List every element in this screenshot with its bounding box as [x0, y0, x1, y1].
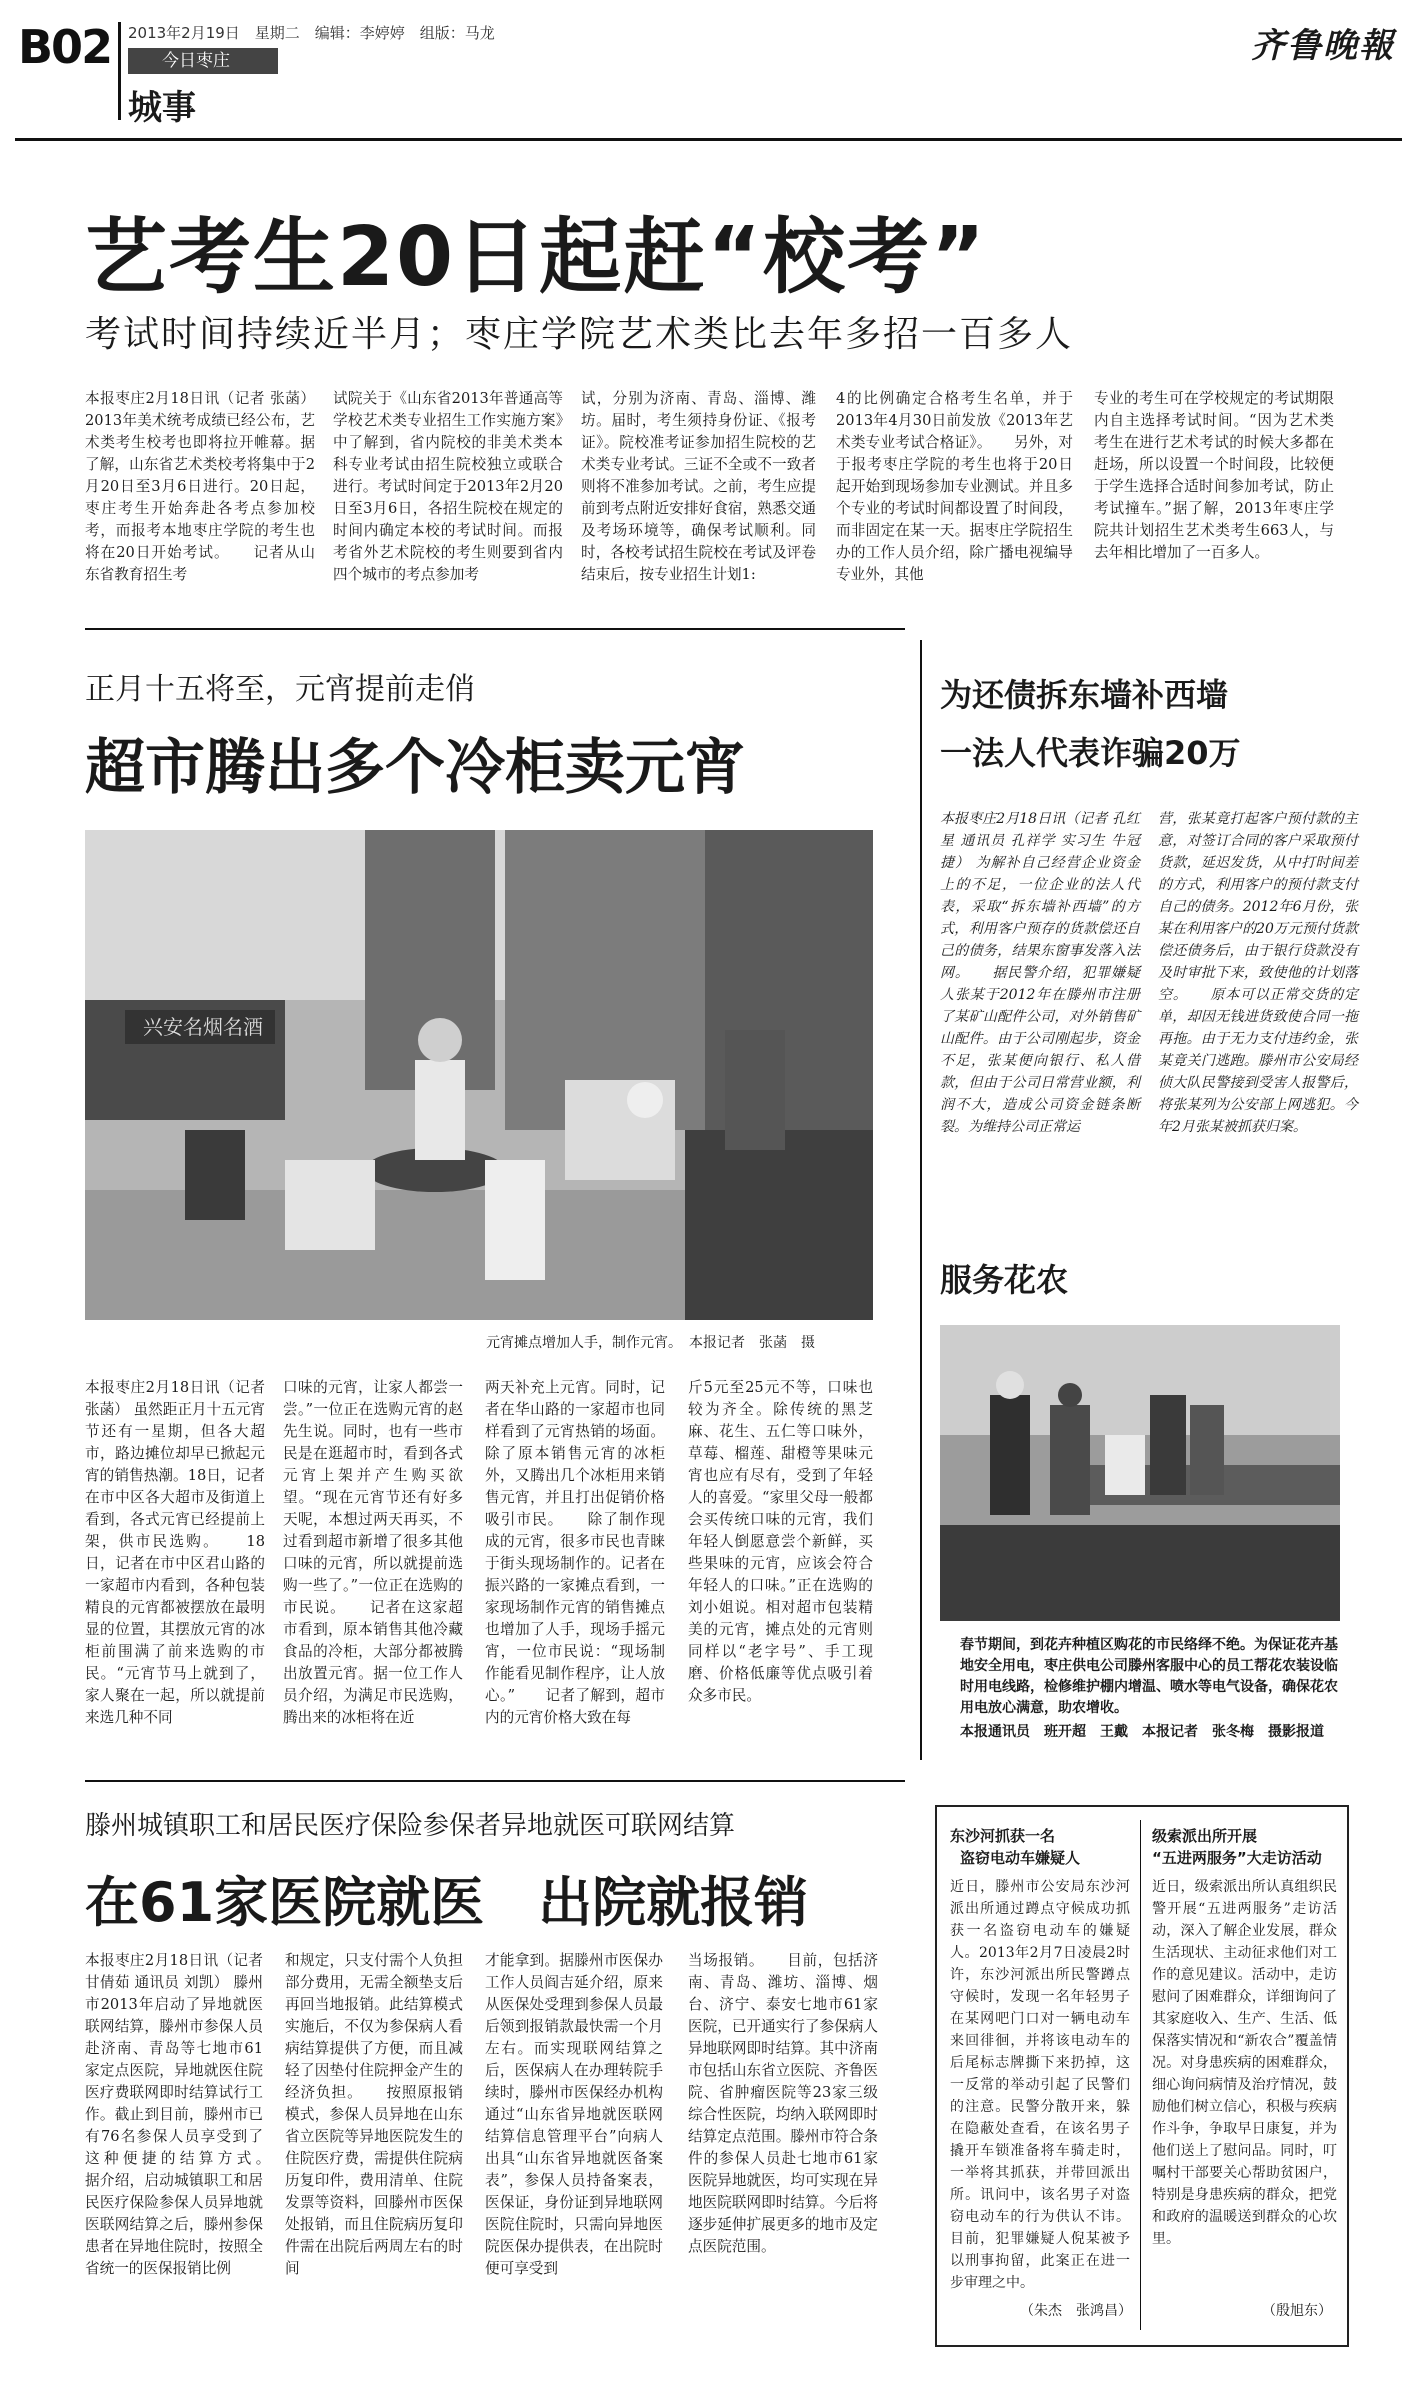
lead-column: 4的比例确定合格考生名单，并于2013年4月30日前发放《2013年艺术类专业考试合格证》。 另外，对于报考枣庄学院的考生也将于20日起开始到现场参加专业测试。并且多个专业的考试时间都设置了时间段，而非固定在某一天。据枣庄学院招生办的工作人员介绍，除广播电视编导专业外，其他 [836, 390, 1073, 583]
flower-photo-image [940, 1325, 1340, 1621]
column-divider [920, 640, 922, 1760]
brief1-credit: （朱杰 张鸿昌） [1020, 2303, 1132, 2319]
lead-headline: 艺考生20日起赶“校考” [85, 210, 987, 305]
lead-column: 专业的考生可在学校规定的考试期限内自主选择考试时间。“因为艺术类考生在进行艺术考试的时候大多都在赶场，所以设置一个时间段，比较便于学生选择合适时间参加考试，防止考试撞车。”据了解，2013年枣庄学院共计划招生艺术类考生663人，与去年相比增加了一百多人。 [1094, 390, 1334, 561]
section-tag: 今日枣庄 [128, 48, 278, 74]
header-divider [118, 22, 121, 120]
yuanxiao-kicker: 正月十五将至，元宵提前走俏 [85, 672, 475, 707]
yuanxiao-headline: 超市腾出多个冷柜卖元宵 [85, 733, 745, 803]
brief2-body: 近日，级索派出所认真组织民警开展“五进两服务”走访活动，深入了解企业发展，群众生活现状、主动征求他们对工作的意见建议。活动中，走访慰问了困难群众，详细询问了其家庭收入、生产、生活、低保落实情况和“新农合”覆盖情况。对身患疾病的困难群众，细心询问病情及治疗情况，鼓励他们树立信心，积极与疾病作斗争，争取早日康复，并为他们送上了慰问品。同时，叮嘱村干部要关心帮助贫困户，特别是身患疾病的群众，把党和政府的温暖送到群众的心坎里。 [1152, 1879, 1337, 2247]
brief1-title-line1: 东沙河抓获一名 [950, 1827, 1056, 1845]
lead-column: 试，分别为济南、青岛、淄博、潍坊。届时，考生须持身份证、《报考证》。院校准考证参加招生院校的艺术类专业考试。三证不全或不一致者则将不准参加考试。之前，考生应提前到考点附近安排好食宿，熟悉交通及考场环境等，确保考试顺利。同时，各校考试招生院校在考试及评卷结束后，按专业招生计划1: [581, 390, 816, 583]
lead-subhead: 考试时间持续近半月；枣庄学院艺术类比去年多招一百多人 [85, 314, 1074, 355]
date-line: 2013年2月19日 星期二 编辑：李婷婷 组版：马龙 [128, 24, 495, 42]
fraud-headline-line1: 为还债拆东墙补西墙 [940, 676, 1229, 714]
yuanxiao-photo-image [85, 830, 873, 1320]
brief2-title-line1: 级索派出所开展 [1152, 1827, 1258, 1845]
medical-headline: 在61家医院就医 出院就报销 [85, 1871, 809, 1934]
masthead-logo: 齐鲁晚報 [1251, 26, 1395, 66]
page-number: B02 [18, 20, 112, 74]
section-name: 城事 [128, 88, 196, 128]
yuanxiao-column: 两天补充上元宵。同时，记者在华山路的一家超市也同样看到了元宵热销的场面。除了原本销售元宵的冰柜外，又腾出几个冰柜用来销售元宵，并且打出促销价格吸引市民。 除了制作现成的元宵，很多市民也青睐于街头现场制作的。记者在振兴路的一家摊点看到，一家现场制作元宵的销售摊点也增加了人手，现场手摇元宵，一位市民说：“现场制作能看见制作程序，让人放心。” 记者了解到，超市内的元宵价格大致在每 [485, 1379, 665, 1726]
brief1-title-line2: 盗窃电动车嫌疑人 [960, 1849, 1081, 1867]
header-rule [15, 138, 1402, 141]
section-rule [85, 628, 905, 630]
shop-sign: 兴安名烟名酒 [143, 1015, 263, 1039]
medical-column: 当场报销。 目前，包括济南、青岛、潍坊、淄博、烟台、济宁、泰安七地市61家医院，已开通实行了参保病人异地联网即时结算。其中济南市包括山东省立医院、齐鲁医院、省肿瘤医院等23家三级综合性医院，均纳入联网即时结算定点范围。滕州市符合条件的参保人员赴七地市61家医院异地就医，均可实现在异地医院联网即时结算。今后将逐步延伸扩展更多的地市及定点医院范围。 [688, 1952, 878, 2255]
medical-column: 和规定，只支付需个人负担部分费用，无需全额垫支后再回当地报销。此结算模式实施后，不仅为参保病人看病结算提供了方便，而且减轻了因垫付住院押金产生的经济负担。 按照原报销模式，参保人员异地在山东省立医院等异地医院发生的住院医疗费，需提供住院病历复印件，费用清单、住院发票等资料，回滕州市医保处报销，而且住院病历复印件需在出院后两周左右的时间 [285, 1952, 463, 2277]
flower-caption: 春节期间，到花卉种植区购花的市民络绎不绝。为保证花卉基地安全用电，枣庄供电公司滕州客服中心的员工帮花农装设临时用电线路，检修维护棚内增温、喷水等电气设备，确保花农用电放心满意，助农增收。 [960, 1637, 1338, 1716]
yuanxiao-column: 斤5元至25元不等，口味也较为齐全。除传统的黑芝麻、花生、五仁等口味外，草莓、榴莲、甜橙等果味元宵也应有尽有，受到了年轻人的喜爱。“家里父母一般都会买传统口味的元宵，我们年轻人倒愿意尝个新鲜，买些果味的元宵，应该会符合年轻人的口味。”正在选购的刘小姐说。相对超市包装精美的元宵，摊点处的元宵则同样以“老字号”、手工现磨、价格低廉等优点吸引着众多市民。 [688, 1379, 873, 1704]
brief1-title [950, 1825, 1130, 1869]
section-rule [85, 1780, 905, 1782]
fraud-column: 本报枣庄2月18日讯（记者 孔红星 通讯员 孔祥学 实习生 牛冠捷） 为解补自己经营企业资金上的不足，一位企业的法人代表，采取“拆东墙补西墙”的方式，利用客户预存的货款偿还自己的债务，结果东窗事发落入法网。 据民警介绍，犯罪嫌疑人张某于2012年在滕州市注册了某矿山配件公司，对外销售矿山配件。由于公司刚起步，资金不足，张某便向银行、私人借款，但由于公司日常营业额，利润不大，造成公司资金链条断裂。为维持公司正常运 [940, 811, 1140, 1135]
medical-column: 才能拿到。据滕州市医保办工作人员阎吉延介绍，原来从医保处受理到参保人员最后领到报销款最快需一个月左右。而实现联网结算之后，医保病人在办理转院手续时，滕州市医保经办机构通过“山东省异地就医联网结算信息管理平台”向病人出具“山东省异地就医备案表”，参保人员持备案表，医保证，身份证到异地联网医院住院时，只需向异地医院医保办提供表，在出院时便可享受到 [485, 1952, 663, 2277]
medical-kicker: 滕州城镇职工和居民医疗保险参保者异地就医可联网结算 [85, 1811, 736, 1841]
lead-column: 试院关于《山东省2013年普通高等学校艺术类专业招生工作实施方案》中了解到，省内院校的非美术类本科专业考试由招生院校独立或联合进行。考试时间定于2013年2月20日至3月6日，各招生院校在规定的时间内确定本校的考试时间。而报考省外艺术院校的考生则要到省内四个城市的考点参加考 [333, 390, 563, 583]
brief2-title-line2: “五进两服务”大走访活动 [1152, 1849, 1322, 1867]
yuanxiao-column: 本报枣庄2月18日讯（记者 张菡） 虽然距正月十五元宵节还有一星期，但各大超市，路边摊位却早已掀起元宵的销售热潮。18日，记者在市中区各大超市及街道上看到，各式元宵已经提前上架，供市民选购。 18日，记者在市中区君山路的一家超市内看到，各种包装精良的元宵都被摆放在最明显的位置，其摆放元宵的冰柜前围满了前来选购的市民。“元宵节马上就到了，家人聚在一起，所以就提前来选几种不同 [85, 1379, 265, 1726]
brief1-body: 近日，滕州市公安局东沙河派出所通过蹲点守候成功抓获一名盗窃电动车的嫌疑人。2013年2月7日凌晨2时许，东沙河派出所民警蹲点守候时，发现一名年轻男子在某网吧门口对一辆电动车来回徘徊，并将该电动车的后尾标志牌撕下来扔掉，这一反常的举动引起了民警们的注意。民警分散开来，躲在隐蔽处查看，在该名男子撬开车锁准备将车骑走时，一举将其抓获，并带回派出所。讯问中，该名男子对盗窃电动车的行为供认不讳。目前，犯罪嫌疑人倪某被予以刑事拘留，此案正在进一步审理之中。 [950, 1879, 1130, 2291]
fraud-headline-line2: 一法人代表诈骗20万 [940, 734, 1241, 772]
flower-photo [940, 1325, 1340, 1621]
flower-headline: 服务花农 [940, 1261, 1069, 1299]
yuanxiao-photo-caption: 元宵摊点增加人手，制作元宵。 本报记者 张菡 摄 [486, 1335, 815, 1351]
fraud-column: 营，张某竟打起客户预付款的主意，对签订合同的客户采取预付货款，延迟发货，从中打时间差的方式，利用客户的预付款支付自己的债务。2012年6月份，张某在利用客户的20万元预付货款偿还债务后，由于银行贷款没有及时审批下来，致使他的计划落空。 原本可以正常交货的定单，却因无钱进货致使合同一拖再拖。由于无力支付违约金，张某竟关门逃跑。滕州市公安局经侦大队民警接到受害人报警后，将张某列为公安部上网逃犯。今年2月张某被抓获归案。 [1158, 811, 1358, 1135]
yuanxiao-column: 口味的元宵，让家人都尝一尝。”一位正在选购元宵的赵先生说。同时，也有一些市民是在逛超市时，看到各式元宵上架并产生购买欲望。“现在元宵节还有好多天呢，本想过两天再买，不过看到超市新增了很多其他口味的元宵，所以就提前选购一些了。”一位正在选购的市民说。 记者在这家超市看到，原本销售其他冷藏食品的冷柜，大部分都被腾出放置元宵。据一位工作人员介绍，为满足市民选购，腾出来的冰柜将在近 [283, 1379, 463, 1726]
medical-column: 本报枣庄2月18日讯（记者 甘倩茹 通讯员 刘凯） 滕州市2013年启动了异地就医联网结算，滕州市参保人员赴济南、青岛等七地市61家定点医院，异地就医住院医疗费联网即时结算试行工作。截止到目前，滕州市已有76名参保人员享受到了这种便捷的结算方式。 据介绍，启动城镇职工和居民医疗保险参保人员异地就医联网结算之后，滕州参保患者在异地住院时，按照全省统一的医保报销比例 [85, 1952, 293, 2277]
brief2-title [1152, 1825, 1337, 1869]
flower-credit: 本报通讯员 班开超 王戴 本报记者 张冬梅 摄影报道 [960, 1724, 1324, 1740]
briefs-divider [1140, 1820, 1141, 2330]
yuanxiao-photo [85, 830, 873, 1320]
lead-column: 本报枣庄2月18日讯（记者 张菡） 2013年美术统考成绩已经公布，艺术类考生校考也即将拉开帷幕。据了解，山东省艺术类校考将集中于2月20日至3月6日进行。20日起，枣庄考生开始奔赴各考点参加校考，而报考本地枣庄学院的考生也将在20日开始考试。 记者从山东省教育招生考 [85, 390, 315, 583]
brief2-credit: （殷旭东） [1262, 2303, 1332, 2319]
